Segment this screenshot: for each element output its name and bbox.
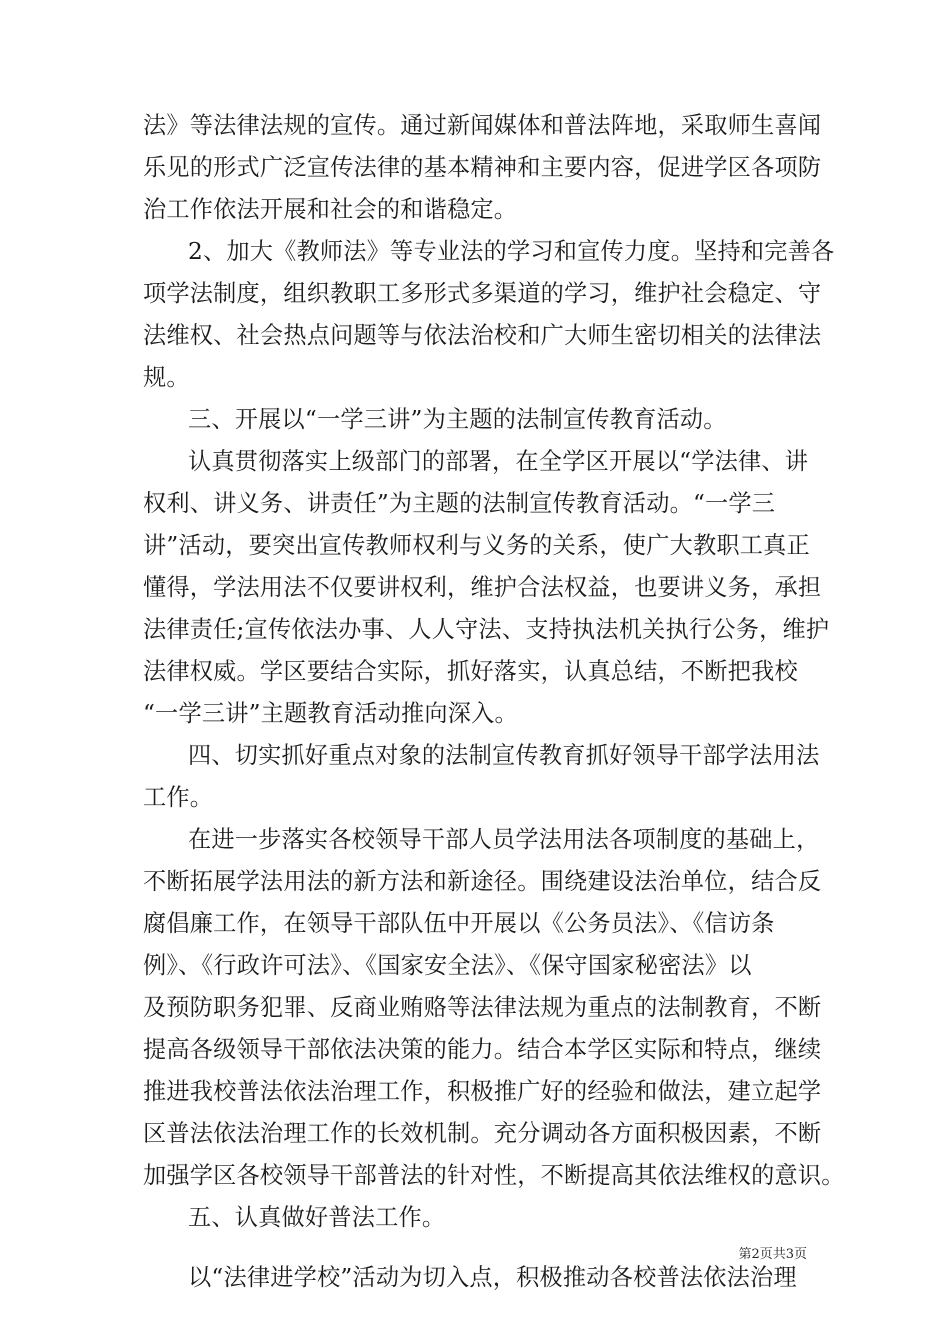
body-text-line: 治工作依法开展和社会的和谐稳定。	[143, 196, 518, 223]
body-text-line: 在进一步落实各校领导干部人员学法用法各项制度的基础上，	[188, 826, 820, 853]
body-text-line: 认真贯彻落实上级部门的部署，在全学区开展以“学法律、讲	[188, 448, 809, 475]
body-text-line: 加强学区各校领导干部普法的针对性，不断提高其依法维权的意识。	[143, 1162, 845, 1189]
body-text-line: 不断拓展学法用法的新方法和新途径。围绕建设法治单位，结合反	[143, 868, 822, 895]
body-text-line: 提高各级领导干部依法决策的能力。结合本学区实际和特点，继续	[143, 1036, 822, 1063]
body-text-line: 及预防职务犯罪、反商业贿赂等法律法规为重点的法制教育，不断	[143, 994, 822, 1021]
body-text-line: “一学三讲”主题教育活动推向深入。	[143, 700, 518, 727]
body-text-line: 讲”活动，要突出宣传教师权利与义务的关系，使广大教职工真正	[143, 532, 810, 559]
body-text-line: 例》、《行政许可法》、《国家安全法》、《保守国家秘密法》以	[143, 952, 752, 979]
body-text-line: 法》等法律法规的宣传。通过新闻媒体和普法阵地，采取师生喜闻	[143, 112, 822, 139]
body-text-line: 2、加大《教师法》等专业法的学习和宣传力度。坚持和完善各	[188, 238, 835, 265]
body-text-line: 懂得，学法用法不仅要讲权利，维护合法权益，也要讲义务，承担	[143, 574, 822, 601]
section-heading: 三、开展以“一学三讲”为主题的法制宣传教育活动。	[188, 406, 727, 433]
section-heading: 五、认真做好普法工作。	[188, 1204, 446, 1231]
body-text-line: 乐见的形式广泛宣传法律的基本精神和主要内容，促进学区各项防	[143, 154, 822, 181]
body-text-line: 推进我校普法依法治理工作，积极推广好的经验和做法，建立起学	[143, 1078, 822, 1105]
body-text-line: 法律权威。学区要结合实际，抓好落实，认真总结，不断把我校	[143, 658, 798, 685]
body-text-line: 项学法制度，组织教职工多形式多渠道的学习，维护社会稳定、守	[143, 280, 822, 307]
body-text-line: 法维权、社会热点问题等与依法治校和广大师生密切相关的法律法	[143, 322, 822, 349]
section-heading: 工作。	[143, 784, 214, 811]
body-text-line: 以“法律进学校”活动为切入点，积极推动各校普法依法治理	[188, 1264, 797, 1291]
page-number: 第2页共3页	[738, 1247, 807, 1262]
section-heading: 四、切实抓好重点对象的法制宣传教育抓好领导干部学法用法	[188, 742, 820, 769]
body-text-line: 规。	[143, 364, 190, 391]
body-text-line: 腐倡廉工作，在领导干部队伍中开展以《公务员法》、《信访条	[143, 910, 775, 937]
body-text-line: 区普法依法治理工作的长效机制。充分调动各方面积极因素，不断	[143, 1120, 822, 1147]
body-text-line: 法律责任;宣传依法办事、人人守法、支持执法机关执行公务，维护	[143, 616, 830, 643]
body-text-line: 权利、讲义务、讲责任”为主题的法制宣传教育活动。“一学三	[143, 490, 776, 517]
